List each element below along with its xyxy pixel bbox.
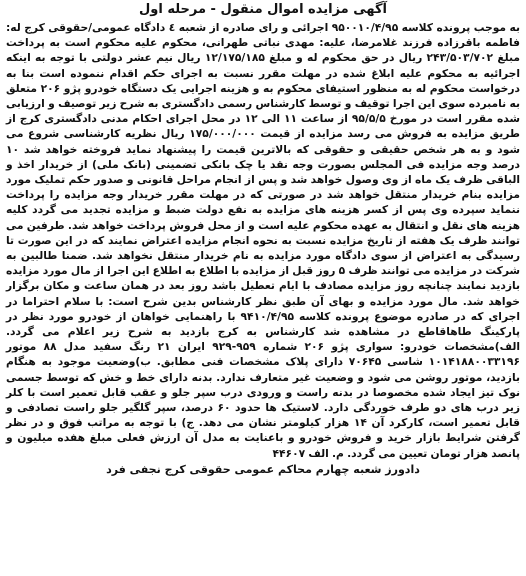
notice-title: آگهی مزایده اموال منقول - مرحله اول [138, 2, 387, 17]
notice-signature: دادورز شعبه چهارم محاکم عمومی حقوقی کرج نجفی فرد [106, 462, 420, 476]
notice-body: به موجب پرونده کلاسه ۹۵۰۰۱۰/۴/۹۵ اجرائی و رای صادره از شعبه ٤ دادگاه عمومی/حقوقی کرج له: فاطمه باقرزاده فرزند غلامرضا، علیه: مهدی نباتی طهرانی، محکوم علیه محکوم است به پرداخت مبلغ ۲۴۳/۵۰۳/۷۰۲ ریال در حق محکوم له و مبلغ ۱۲/۱۷۵/۱۸۵ ریال نیم عشر دولتی با توجه به اینکه اجرائیه به محکوم علیه ابلاغ شده در مهلت مقرر نسبت به اجرای حکم اقدام ننموده است بنا به درخواست محکوم له به منظور استیفای محکوم به و هزینه اجرایی یک دستگاه خودرو پژو ۲۰۶ متعلق به نامبرده سوی این اجرا توقیف و توسط کارشناس رسمی دادگستری به شرح زیر توصیف و ارزیابی شده مقرر است در مورخ ۹۵/۵/۵ از ساعت ۱۱ الی ۱۲ در محل اجرای احکام مدنی دادگستری کرج از طریق مزایده به فروش می رسد مزایده از قیمت ۱۷۵/۰۰۰/۰۰۰ ریال نظریه کارشناسی شروع می شود و به هر شخص حقیقی و حقوقی که بالاترین قیمت را پیشنهاد نماید فروخته خواهد شد ۱۰ درصد وجه مزایده فی المجلس بصورت وجه نقد یا چک بانکی تضمینی (بانک ملی) از خریدار اخذ و الباقی ظرف یک ماه از وی وصول خواهد شد و پس از انجام مراحل قانونی و صدور حکم تملیک مورد مزایده بنام خریدار منتقل خواهد شد در صورتی که در مهلت مقرر خریدار وجه مزایده را پرداخت ننماید سپرده وی پس از کسر هزینه های مزایده به نفع دولت ضبط و مزایده تجدید می گردد کلیه هزینه های نقل و انتقال به عهده محکوم علیه است و از محل فروش پرداخت خواهد شد. طرفین می توانند ظرف یک هفته از تاریخ مزایده نسبت به نحوه انجام مزایده اعتراض نمایند که در این صورت تا رسیدگی به اعتراض از سوی دادگاه مورد مزایده به نام خریدار منتقل نخواهد شد. ضمنا طالبین به شرکت در مزایده می توانند ظرف ۵ روز قبل از مزایده با اطلاع به اطلاع این اجرا از مال مورد مزایده بازدید نمایند چنانچه روز مزایده مصادف با ایام تعطیل باشد روز بعد در همان ساعت و مکان برگزار خواهد شد. مال مورد مزایده و بهای آن طبق نظر کارشناس بدین شرح است: با سلام احتراما در اجرای که در صادره موضوع پرونده کلاسه ۹۴۱۰/۴/۹۵ با راهنمایی خواهان از خودرو مورد نظر در پارکینگ طاهاقاطع در مشاهده شد کارشناس به کرج بازدید به شرح زیر اعلام می گردد. الف)مشخصات خودرو: سواری پژو ۲۰۶ شماره ۹۵۹-۹۲۹ ایران ۲۱ رنگ سفید مدل ۸۸ موتور ۱۰۱۴۱۸۸۰۰۳۳۱۹۶ شاسی ۷۰۶۴۵ دارای پلاک مشخصات فنی مطابق. ب)وضعیت موجود به هنگام بازدید، موتور روشن می شود و وضعیت غیر متعارف ندارد. بدنه دارای خط و خش که توسط جسمی نوک تیز ایجاد شده مخصوصا در بدنه راست و ورودی درب سپر جلو و عقب قابل تعمیر است با کلر زیر درب های دو طرف خوردگی دارد. لاستیک ها حدود ۶۰ درصد، سپر گلگیر جلو راست تصادفی و قابل تعمیر است، کارکرد آن ۱۴ هزار کیلومتر نشان می دهد. ج) با توجه به مراتب فوق و در نظر گرفتن شرایط بازار خرید و فروش خودرو و باعنایت به مدل آن ارزش فعلی مبلغ هفده میلیون و پانصد هزار تومان تعیین می گردد. م. الف ۴۴۶۰۷ [6, 21, 521, 460]
